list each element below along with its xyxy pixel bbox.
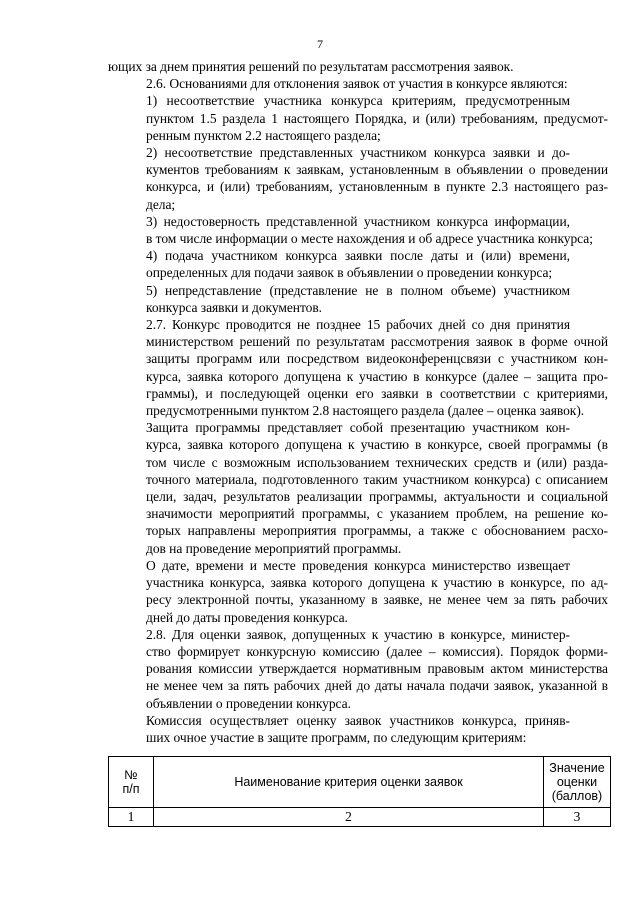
- column-number-cell: 3: [544, 808, 611, 827]
- paragraph: [108, 419, 608, 557]
- text-line: 2) несоответствие представленных участником конкурса заявки и до-: [146, 145, 570, 161]
- header-line: оценки: [556, 775, 598, 789]
- text-line: пунктом 1.5 раздела 1 настоящего Порядка, и (или) требованиям, предусмот-: [146, 110, 608, 126]
- text-line: определенных для подачи заявок в объявлении о проведении конкурса;: [146, 265, 553, 281]
- text-line: том числе с возможным использованием технических средств и (или) разда-: [146, 454, 608, 470]
- text-line: не менее чем за пять рабочих дней до даты начала подачи заявок, указанной в: [146, 678, 608, 694]
- text-line: ренным пунктом 2.2 настоящего раздела;: [146, 127, 381, 143]
- table-header-row: [109, 757, 611, 808]
- paragraph: [108, 247, 608, 281]
- text-line: конкурса, и (или) требованиям, установленным в пункте 2.3 настоящего раз-: [146, 179, 608, 195]
- text-line: в том числе информации о месте нахождения и об адресе участника конкурса;: [146, 231, 593, 247]
- text-line: ресу электронной почты, указанному в заявке, не менее чем за пять рабочих: [146, 592, 608, 608]
- page-number: 7: [317, 37, 323, 51]
- table-column-number-row: [109, 808, 611, 827]
- paragraph: [108, 75, 608, 92]
- text-line: 5) непредставление (представление не в полном объеме) участником: [146, 282, 570, 298]
- text-line: министерством решений по результатам рассмотрения заявок в форме очной: [146, 334, 608, 350]
- body-text: [108, 58, 608, 746]
- header-number-cell: [109, 757, 154, 808]
- text-line: О дате, времени и месте проведения конкурса министерство извещает: [146, 557, 570, 573]
- text-line: торых направлены мероприятия программы, а также с обоснованием расхо-: [146, 523, 608, 539]
- paragraph: [108, 213, 608, 247]
- text-line: дов на проведение мероприятий программы.: [146, 540, 402, 556]
- header-line: (баллов): [551, 789, 603, 803]
- text-line: ющих за днем принятия решений по результатам рассмотрения заявок.: [108, 59, 514, 74]
- text-line: рования комиссии утверждается нормативным правовым актом министерства: [146, 661, 608, 677]
- text-line: 2.6. Основаниями для отклонения заявок от участия в конкурсе являются:: [146, 76, 568, 92]
- text-line: цели, задач, результатов реализации программы, актуальности и социальной: [146, 489, 608, 505]
- text-line: ших очное участие в защите программ, по следующим критериям:: [146, 729, 527, 745]
- text-line: 4) подача участником конкурса заявки после даты и (или) времени,: [146, 248, 570, 264]
- text-line: предусмотренными пунктом 2.8 настоящего раздела (далее – оценка заявок).: [146, 403, 585, 419]
- header-criterion-cell: [154, 757, 544, 808]
- header-line: №: [124, 768, 138, 782]
- column-number-cell: 1: [109, 808, 154, 827]
- text-line: дней до даты проведения конкурса.: [146, 609, 348, 625]
- column-number-cell: 2: [154, 808, 544, 827]
- text-line: 3) недостоверность представленной участником конкурса информации,: [146, 213, 570, 229]
- text-line: 2.7. Конкурс проводится не позднее 15 рабочих дней со дня принятия: [146, 317, 570, 333]
- text-line: участника конкурса, заявка которого допущена к участию в конкурсе, по ад-: [146, 575, 608, 591]
- paragraph: [108, 92, 608, 144]
- text-line: значимости мероприятий программы, с указанием проблем, на решение ко-: [146, 506, 608, 522]
- text-line: Защита программы представляет собой презентацию участником кон-: [146, 420, 570, 436]
- header-line: Наименование критерия оценки заявок: [234, 775, 463, 789]
- text-line: курса, заявка которого допущена к участию в конкурсе (далее – защита про-: [146, 368, 608, 384]
- text-line: ство формирует конкурсную комиссию (далее – комиссия). Порядок форми-: [146, 643, 608, 659]
- text-line: защиты программ или посредством видеоконференцсвязи с участником кон-: [146, 351, 608, 367]
- paragraph: [108, 316, 608, 419]
- header-line: Значение: [549, 761, 605, 775]
- text-line: 1) несоответствие участника конкурса критериям, предусмотренным: [146, 93, 570, 109]
- text-line: конкурса заявки и документов.: [146, 299, 322, 315]
- paragraph: [108, 712, 608, 746]
- header-line: п/п: [122, 782, 140, 796]
- text-line: курса, заявка которого допущена к участию в конкурсе, своей программы (в: [146, 437, 608, 453]
- paragraph: [108, 626, 608, 712]
- paragraph: [108, 282, 608, 316]
- text-line: дела;: [146, 196, 176, 212]
- text-line: точного материала, подготовленного таким участником конкурса) с описанием: [146, 471, 608, 487]
- text-line: граммы), и последующей оценки его заявки в соответствии с критериями,: [146, 385, 608, 401]
- header-score-cell: [544, 757, 611, 808]
- paragraph: [108, 58, 608, 75]
- text-line: Комиссия осуществляет оценку заявок участников конкурса, приняв-: [146, 712, 570, 728]
- text-line: кументов требованиям к заявкам, установленным в объявлении о проведении: [146, 162, 608, 178]
- text-line: объявлении о проведении конкурса.: [146, 695, 351, 711]
- paragraph: [108, 557, 608, 626]
- criteria-table: [108, 756, 611, 827]
- paragraph: [108, 144, 608, 213]
- text-line: 2.8. Для оценки заявок, допущенных к участию в конкурсе, министер-: [146, 626, 570, 642]
